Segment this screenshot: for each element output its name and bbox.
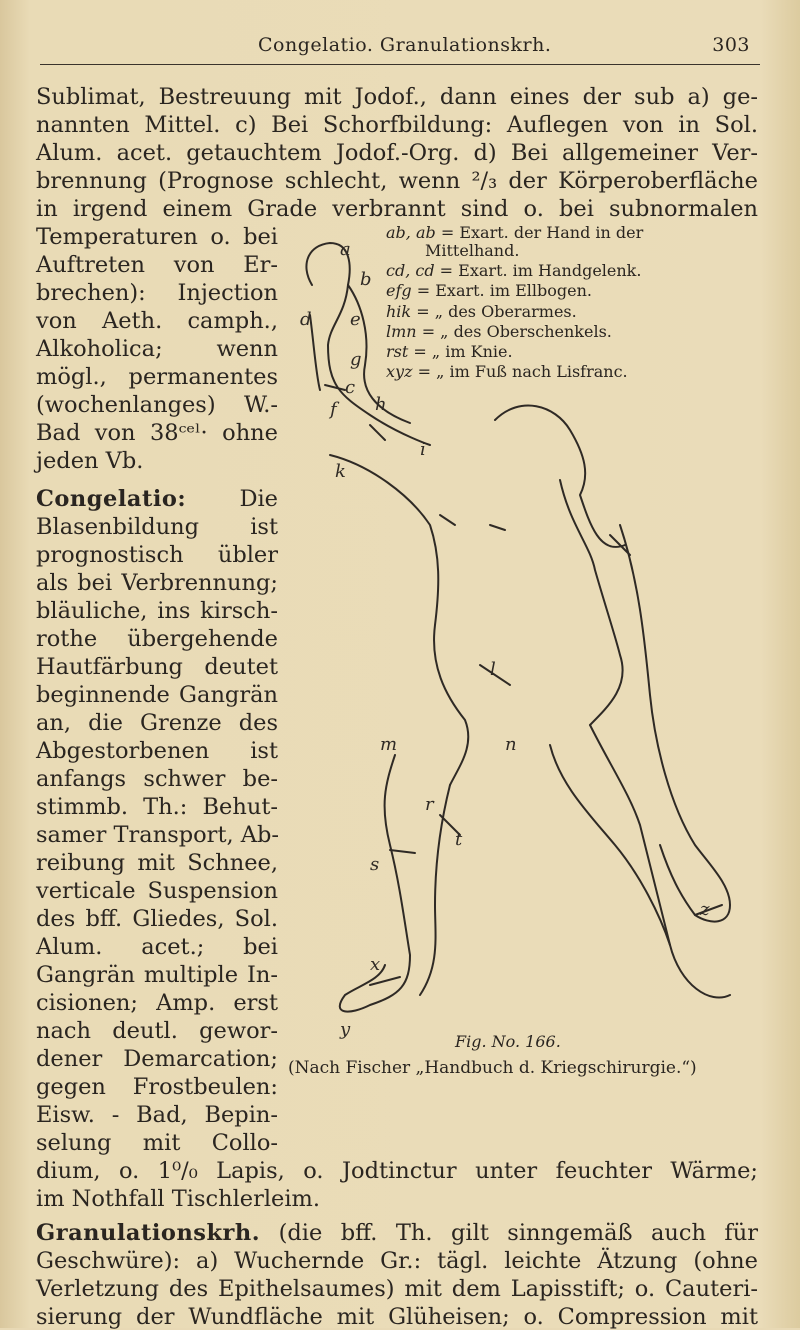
text-line: nannten Mittel. c) Bei Schorfbildung: Auflegen von in Sol.: [36, 112, 758, 138]
text-line: sierung der Wundfläche mit Glüheisen; o. Compression mit: [36, 1304, 758, 1330]
text-line: anfangs schwer be-: [36, 766, 278, 792]
text-line: nach deutl. gewor-: [36, 1018, 278, 1044]
label-l: l: [490, 659, 496, 680]
legend-sym: =: [440, 223, 455, 242]
text-line: cisionen; Amp. erst: [36, 990, 278, 1016]
legend-sym: = „: [417, 362, 445, 381]
label-h: h: [375, 394, 387, 415]
text-line: in irgend einem Grade verbrannt sind o. bei subnormalen: [36, 196, 758, 222]
figure-caption: Fig. No. 166.: [455, 1032, 561, 1051]
label-f: f: [330, 399, 337, 420]
label-c: c: [345, 377, 356, 398]
text-fragment: Die: [239, 486, 278, 512]
label-y: y: [340, 1019, 351, 1040]
label-m: m: [380, 734, 398, 755]
legend-text: im Knie.: [445, 342, 513, 361]
text-line: Gangrän multiple In-: [36, 962, 278, 988]
text-line: selung mit Collo-: [36, 1130, 278, 1156]
legend-key: lmn: [386, 322, 417, 341]
text-line: Alum. acet. getauchtem Jodof.-Org. d) Bei allgemeiner Ver-: [36, 140, 758, 166]
text-line: Abgestorbenen ist: [36, 738, 278, 764]
page-number: 303: [712, 34, 750, 56]
label-d: d: [300, 309, 312, 330]
legend-key: rst: [386, 342, 409, 361]
amputation-diagram: [290, 225, 760, 1045]
text-line: gegen Frostbeulen:: [36, 1074, 278, 1100]
text-line: als bei Verbrennung;: [36, 570, 278, 596]
label-i: i: [420, 439, 426, 460]
label-t: t: [455, 829, 463, 850]
text-line: von Aeth. camph.,: [36, 308, 278, 334]
text-line: brechen): Injection: [36, 280, 278, 306]
label-z: z: [700, 899, 710, 920]
text-line: Temperaturen o. bei: [36, 224, 278, 250]
legend-key: ab, ab: [386, 223, 436, 242]
text-line: im Nothfall Tischlerleim.: [36, 1186, 321, 1212]
text-line: Hautfärbung deutet: [36, 654, 278, 680]
congelatio-first-line: [36, 488, 278, 511]
label-a: a: [340, 239, 351, 260]
legend-text: Exart. im Handgelenk.: [458, 261, 642, 280]
text-line: bläuliche, ins kirsch-: [36, 598, 278, 624]
legend-key: efg: [386, 281, 412, 300]
running-head: [40, 34, 760, 60]
label-r: r: [425, 794, 434, 815]
label-k: k: [335, 461, 346, 482]
text-line: samer Transport, Ab-: [36, 822, 280, 848]
text-line: mögl., permanentes: [36, 364, 278, 390]
legend-text: Mittelhand.: [425, 241, 520, 260]
label-n: n: [505, 734, 517, 755]
text-line: Eisw. - Bad, Bepin-: [36, 1102, 278, 1128]
text-line: Bad von 38ᶜᵉˡ· ohne: [36, 420, 278, 446]
legend-sym: = „: [421, 322, 449, 341]
label-x: x: [370, 954, 381, 975]
section-heading-congelatio: Congelatio:: [36, 486, 187, 512]
text-line: Sublimat, Bestreuung mit Jodof., dann eines der sub a) ge-: [36, 84, 758, 110]
legend-text: des Oberarmes.: [448, 302, 577, 321]
text-line: (wochenlanges) W.-: [36, 392, 278, 418]
figure-source: (Nach Fischer „Handbuch d. Kriegschirurgie.“): [288, 1058, 697, 1078]
text-line: rothe übergehende: [36, 626, 278, 652]
text-line: beginnende Gangrän: [36, 682, 278, 708]
legend-sym: =: [439, 261, 454, 280]
text-line: an, die Grenze des: [36, 710, 278, 736]
legend-sym: = „: [413, 342, 441, 361]
granulation-first-line: [36, 1222, 758, 1245]
legend-text: im Fuß nach Lisfranc.: [449, 362, 628, 381]
text-fragment: (die bff. Th. gilt sinngemäß auch für: [278, 1220, 759, 1246]
header-rule: [40, 64, 760, 65]
label-g: g: [350, 349, 362, 370]
text-line: reibung mit Schnee,: [36, 850, 278, 876]
text-line: Alum. acet.; bei: [36, 934, 278, 960]
text-line: dener Demarcation;: [36, 1046, 278, 1072]
legend-text: des Oberschenkels.: [453, 322, 612, 341]
text-line: Verletzung des Epithelsaumes) mit dem Lapisstift; o. Cauteri-: [36, 1276, 758, 1302]
text-line: dium, o. 1⁰/₀ Lapis, o. Jodtinctur unter feuchter Wärme;: [36, 1158, 758, 1184]
legend-key: cd, cd: [386, 261, 435, 280]
text-line: verticale Suspension: [36, 878, 278, 904]
legend-text: Exart. im Ellbogen.: [435, 281, 592, 300]
section-heading-granulation: Granulationskrh.: [36, 1220, 261, 1246]
label-e: e: [350, 309, 361, 330]
text-line: Alkoholica; wenn: [36, 336, 278, 362]
text-line: brennung (Prognose schlecht, wenn ²/₃ der Körperoberfläche: [36, 168, 758, 194]
text-line: des bff. Gliedes, Sol.: [36, 906, 278, 932]
text-line: Blasenbildung ist: [36, 514, 278, 540]
text-line: Geschwüre): a) Wuchernde Gr.: tägl. leichte Ätzung (ohne: [36, 1248, 758, 1274]
text-line: stimmb. Th.: Behut-: [36, 794, 278, 820]
legend-sym: =: [416, 281, 431, 300]
label-b: b: [360, 269, 372, 290]
running-head-title: Congelatio. Granulationskrh.: [258, 34, 552, 56]
legend-text: Exart. der Hand in der: [459, 223, 644, 242]
text-line: prognostisch übler: [36, 542, 278, 568]
legend-sym: = „: [416, 302, 443, 321]
text-line: jeden Vb.: [36, 448, 144, 474]
text-line: Auftreten von Er-: [36, 252, 278, 278]
label-s: s: [370, 854, 380, 875]
legend-key: hik: [386, 302, 412, 321]
legend-key: xyz: [386, 362, 413, 381]
